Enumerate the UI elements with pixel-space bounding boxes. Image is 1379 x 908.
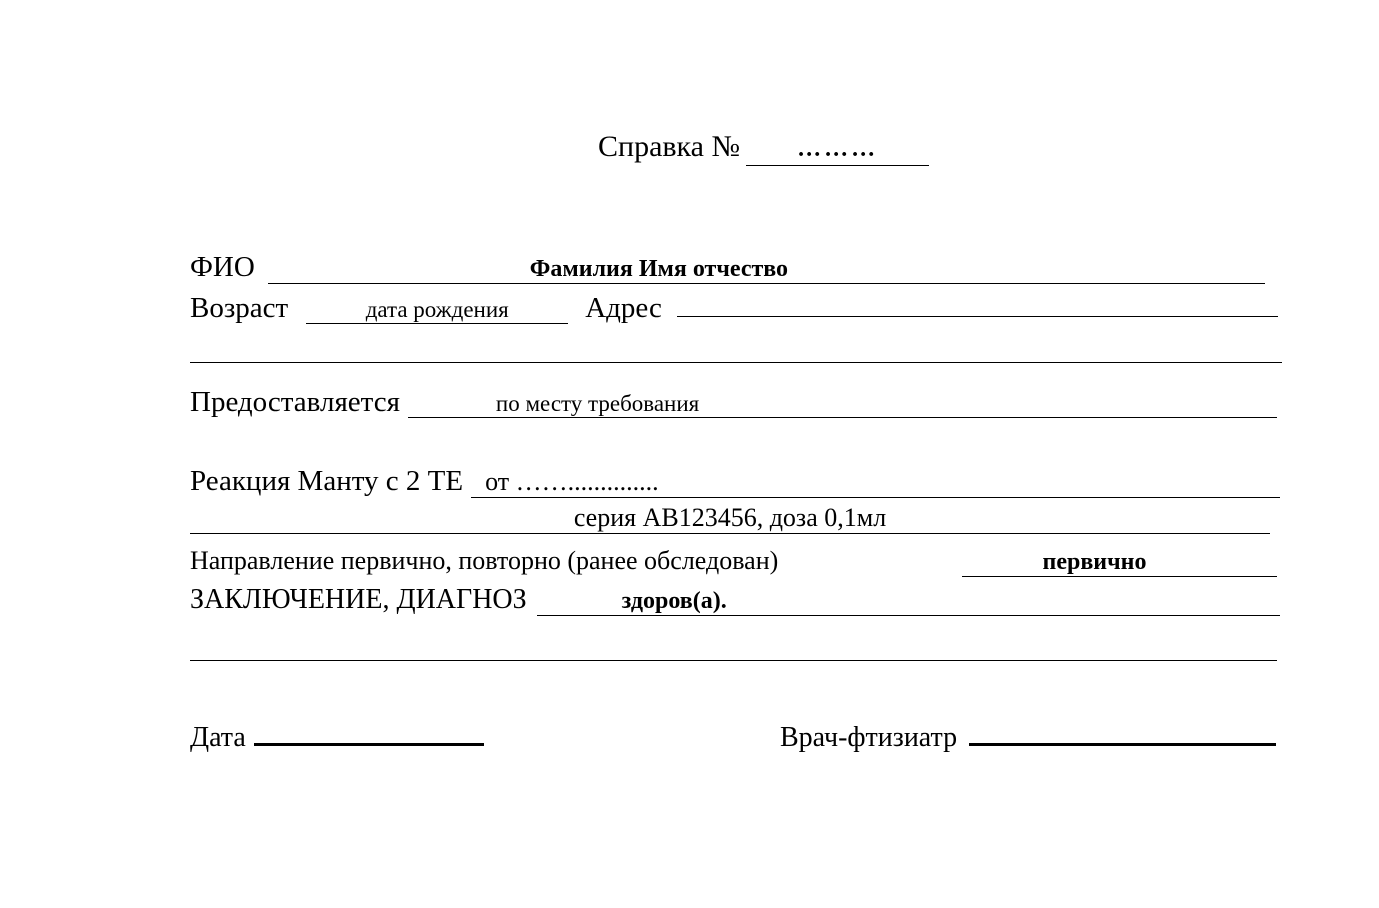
fio-label: ФИО <box>190 251 255 283</box>
conclusion-row <box>190 584 1280 616</box>
address-blank <box>677 301 1278 317</box>
doctor-signature-blank <box>969 730 1276 746</box>
fio-row <box>190 251 1265 284</box>
address-label: Адрес <box>585 292 662 324</box>
date-row <box>190 722 484 754</box>
mantoux-label: Реакция Манту с 2 ТЕ <box>190 465 464 497</box>
series-dose-blank: серия АВ123456, доза 0,1мл <box>190 503 1270 534</box>
fio-blank: Фамилия Имя отчество <box>268 256 1265 284</box>
mantoux-date-blank: от …….............. <box>471 467 1280 498</box>
address-continuation-blank <box>190 338 1282 363</box>
date-blank <box>254 730 484 746</box>
age-blank: дата рождения <box>306 297 568 324</box>
conclusion-blank: здоров(а). <box>537 588 1280 616</box>
age-address-row <box>190 292 1278 325</box>
series-row <box>190 503 1270 534</box>
doctor-label: Врач-фтизиатр <box>780 722 958 753</box>
certificate-number-blank: ……… <box>746 136 929 166</box>
title-label: Справка № <box>598 130 741 163</box>
doctor-row <box>780 722 1276 754</box>
conclusion-label: ЗАКЛЮЧЕНИЕ, ДИАГНОЗ <box>190 584 527 615</box>
provided-blank: по месту требования <box>408 391 1277 418</box>
title-row <box>598 130 929 166</box>
provided-row <box>190 386 1277 419</box>
mantoux-row <box>190 465 1280 498</box>
date-label: Дата <box>190 722 246 753</box>
provided-label: Предоставляется <box>190 386 400 418</box>
referral-blank: первично <box>962 549 1277 577</box>
conclusion-continuation-blank <box>190 636 1277 661</box>
age-label: Возраст <box>190 292 289 324</box>
referral-label: Направление первично, повторно (ранее обследован) <box>190 546 779 575</box>
referral-row <box>190 546 1277 577</box>
